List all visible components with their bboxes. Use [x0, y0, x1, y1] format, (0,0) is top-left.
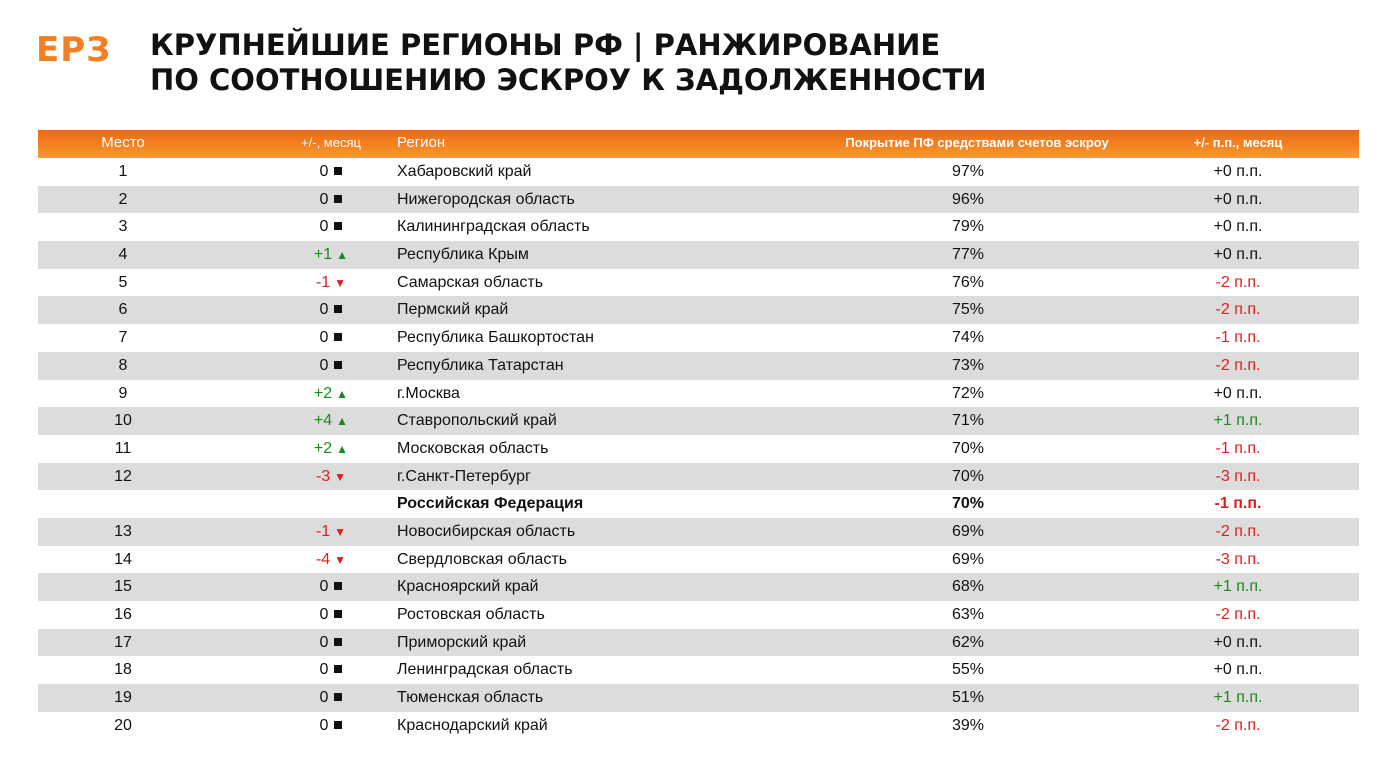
row-change: [266, 546, 396, 574]
row-change-value: -1: [315, 522, 331, 540]
no-change-square-icon: [334, 721, 342, 729]
row-coverage: 70%: [951, 439, 985, 457]
row-coverage: 39%: [951, 716, 985, 734]
row-change: [266, 380, 396, 408]
row-coverage: 63%: [951, 606, 985, 623]
down-triangle-icon: ▼: [334, 524, 347, 539]
row-change-value: +1: [313, 246, 333, 264]
row-coverage: 74%: [951, 329, 985, 347]
table-row: [38, 407, 1359, 435]
no-change-square-icon: [334, 693, 342, 701]
row-pp-change: +1 п.п.: [1213, 689, 1263, 707]
row-place: 10: [114, 412, 132, 430]
down-triangle-icon: ▼: [334, 275, 347, 290]
row-region: Республика Татарстан: [397, 356, 564, 374]
row-change-value: 0: [319, 218, 329, 236]
row-place: 2: [118, 190, 128, 208]
up-triangle-icon: ▲: [336, 248, 349, 263]
row-place: 11: [114, 439, 132, 457]
header-change: +/-, месяц: [301, 135, 361, 150]
row-pp-change: -2 п.п.: [1215, 356, 1261, 374]
row-region: Республика Крым: [397, 246, 529, 264]
row-change: [266, 296, 396, 324]
row-coverage: 51%: [951, 689, 985, 707]
row-region: Самарская область: [397, 273, 544, 291]
row-change-value: 0: [319, 190, 329, 208]
row-change: [266, 324, 396, 352]
row-place: 13: [114, 522, 132, 540]
row-coverage: 69%: [951, 550, 985, 568]
table-row-total: [38, 490, 1359, 518]
title-line-1: КРУПНЕЙШИЕ РЕГИОНЫ РФ | РАНЖИРОВАНИЕ: [150, 28, 941, 62]
no-change-square-icon: [334, 222, 342, 230]
row-place: 7: [118, 329, 128, 347]
table-row: [38, 213, 1359, 241]
no-change-square-icon: [334, 167, 342, 175]
row-change: [266, 490, 396, 518]
table-row: [38, 380, 1359, 408]
table-row: [38, 712, 1359, 740]
row-region: Пермский край: [397, 301, 509, 319]
row-coverage: 62%: [951, 633, 985, 651]
row-change-value: 0: [319, 578, 329, 596]
table-header: [38, 130, 1359, 158]
row-pp-change: +1 п.п.: [1213, 412, 1263, 430]
row-pp-change: -1 п.п.: [1215, 329, 1261, 347]
row-place: 19: [114, 689, 132, 707]
row-coverage: 55%: [951, 661, 985, 679]
row-coverage: 69%: [951, 522, 985, 540]
row-pp-change: +0 п.п.: [1213, 190, 1263, 208]
row-coverage: 79%: [951, 218, 985, 236]
row-pp-change: -2 п.п.: [1215, 606, 1261, 623]
row-region: г.Санкт-Петербург: [397, 467, 531, 485]
no-change-square-icon: [334, 305, 342, 313]
row-coverage: 70%: [951, 495, 985, 513]
row-pp-change: +0 п.п.: [1213, 246, 1263, 264]
table-row: [38, 435, 1359, 463]
table-row: [38, 546, 1359, 574]
row-pp-change: -2 п.п.: [1215, 716, 1261, 734]
row-change-value: 0: [319, 606, 329, 623]
table-row: [38, 629, 1359, 657]
row-region: Приморский край: [397, 633, 527, 651]
row-change-value: 0: [319, 163, 329, 180]
row-change: [266, 158, 396, 186]
down-triangle-icon: ▼: [334, 552, 347, 567]
row-coverage: 71%: [951, 412, 985, 430]
table-row: [38, 463, 1359, 491]
row-region: Хабаровский край: [397, 163, 532, 180]
table-row: [38, 656, 1359, 684]
table-row: [38, 684, 1359, 712]
row-coverage: 76%: [951, 273, 985, 291]
row-change-value: 0: [319, 689, 329, 707]
row-change-value: +2: [313, 439, 333, 457]
row-change: [266, 186, 396, 214]
row-change: [266, 435, 396, 463]
row-region: Краснодарский край: [397, 716, 548, 734]
row-pp-change: -1 п.п.: [1214, 495, 1262, 513]
row-change-value: +2: [313, 384, 333, 402]
table-row: [38, 518, 1359, 546]
no-change-square-icon: [334, 361, 342, 369]
row-coverage: 68%: [951, 578, 985, 596]
row-change: [266, 684, 396, 712]
row-change: [266, 601, 396, 629]
table-row: [38, 352, 1359, 380]
table-row: [38, 241, 1359, 269]
row-pp-change: +1 п.п.: [1213, 578, 1263, 596]
up-triangle-icon: ▲: [336, 414, 349, 429]
row-coverage: 72%: [951, 384, 985, 402]
row-pp-change: +0 п.п.: [1213, 384, 1263, 402]
row-place: 18: [114, 661, 132, 679]
row-change: [266, 629, 396, 657]
row-region: Тюменская область: [397, 689, 544, 707]
row-pp-change: +0 п.п.: [1213, 163, 1263, 180]
row-coverage: 97%: [951, 163, 985, 180]
row-place: 12: [114, 467, 132, 485]
header-coverage: Покрытие ПФ средствами счетов эскроу: [845, 135, 1109, 150]
table-row: [38, 296, 1359, 324]
row-change-value: 0: [319, 329, 329, 347]
row-region: Новосибирская область: [397, 522, 576, 540]
row-region: Ленинградская область: [397, 661, 573, 679]
row-place: 16: [114, 606, 132, 623]
row-region: Красноярский край: [397, 578, 539, 596]
row-change: [266, 463, 396, 491]
row-coverage: 96%: [951, 190, 985, 208]
row-change: [266, 407, 396, 435]
row-place: 5: [118, 273, 128, 291]
row-change-value: +4: [313, 412, 333, 430]
row-region: Свердловская область: [397, 550, 567, 568]
row-region: Ростовская область: [397, 606, 545, 623]
row-region: Нижегородская область: [397, 190, 575, 208]
no-change-square-icon: [334, 195, 342, 203]
row-change: [266, 573, 396, 601]
row-pp-change: -1 п.п.: [1215, 439, 1261, 457]
row-change-value: 0: [319, 633, 329, 651]
row-place: 8: [118, 356, 128, 374]
row-place: 4: [118, 246, 128, 264]
table-row: [38, 186, 1359, 214]
row-change: [266, 518, 396, 546]
row-region: Российская Федерация: [397, 495, 584, 513]
row-pp-change: +0 п.п.: [1213, 218, 1263, 236]
row-change: [266, 269, 396, 297]
table-row: [38, 158, 1359, 186]
header-place: Место: [101, 134, 145, 151]
row-change-value: -1: [315, 273, 331, 291]
row-pp-change: -3 п.п.: [1215, 467, 1261, 485]
row-pp-change: +0 п.п.: [1213, 661, 1263, 679]
row-pp-change: -2 п.п.: [1215, 273, 1261, 291]
header-region: Регион: [397, 134, 446, 151]
row-pp-change: +0 п.п.: [1213, 633, 1263, 651]
row-change-value: 0: [319, 716, 329, 734]
row-place: 6: [118, 301, 128, 319]
table-row: [38, 324, 1359, 352]
no-change-square-icon: [334, 638, 342, 646]
row-place: 14: [114, 550, 132, 568]
title-line-2: ПО СООТНОШЕНИЮ ЭСКРОУ К ЗАДОЛЖЕННОСТИ: [150, 63, 987, 97]
row-coverage: 73%: [951, 356, 985, 374]
row-change-value: 0: [319, 356, 329, 374]
row-change: [266, 241, 396, 269]
row-change-value: -4: [315, 550, 331, 568]
row-change: [266, 352, 396, 380]
row-place: 17: [114, 633, 132, 651]
row-region: Калининградская область: [397, 218, 590, 236]
row-change: [266, 656, 396, 684]
row-place: 3: [118, 218, 128, 236]
row-region: Московская область: [397, 439, 549, 457]
row-coverage: 77%: [951, 246, 985, 264]
row-change: [266, 213, 396, 241]
row-coverage: 75%: [951, 301, 985, 319]
table-row: [38, 601, 1359, 629]
row-pp-change: -2 п.п.: [1215, 301, 1261, 319]
row-pp-change: -2 п.п.: [1215, 522, 1261, 540]
row-region: Ставропольский край: [397, 412, 557, 430]
row-place: 9: [118, 384, 128, 402]
no-change-square-icon: [334, 610, 342, 618]
ranking-table: [38, 130, 1359, 739]
row-region: г.Москва: [397, 384, 460, 402]
down-triangle-icon: ▼: [334, 469, 347, 484]
row-change: [266, 712, 396, 740]
up-triangle-icon: ▲: [336, 386, 349, 401]
up-triangle-icon: ▲: [336, 441, 349, 456]
row-coverage: 70%: [951, 467, 985, 485]
header-pp-change: +/- п.п., месяц: [1193, 135, 1283, 150]
row-change-value: 0: [319, 301, 329, 319]
no-change-square-icon: [334, 333, 342, 341]
page-title: [150, 28, 987, 98]
row-pp-change: -3 п.п.: [1215, 550, 1261, 568]
erz-logo: ЕРЗ: [36, 30, 112, 70]
row-change-value: -3: [315, 467, 331, 485]
row-place: 1: [118, 163, 128, 180]
no-change-square-icon: [334, 665, 342, 673]
table-row: [38, 269, 1359, 297]
row-place: 20: [114, 716, 132, 734]
row-region: Республика Башкортостан: [397, 329, 594, 347]
row-place: [38, 490, 208, 518]
no-change-square-icon: [334, 582, 342, 590]
table-row: [38, 573, 1359, 601]
table-body: [38, 158, 1359, 739]
row-change-value: 0: [319, 661, 329, 679]
row-place: 15: [114, 578, 132, 596]
